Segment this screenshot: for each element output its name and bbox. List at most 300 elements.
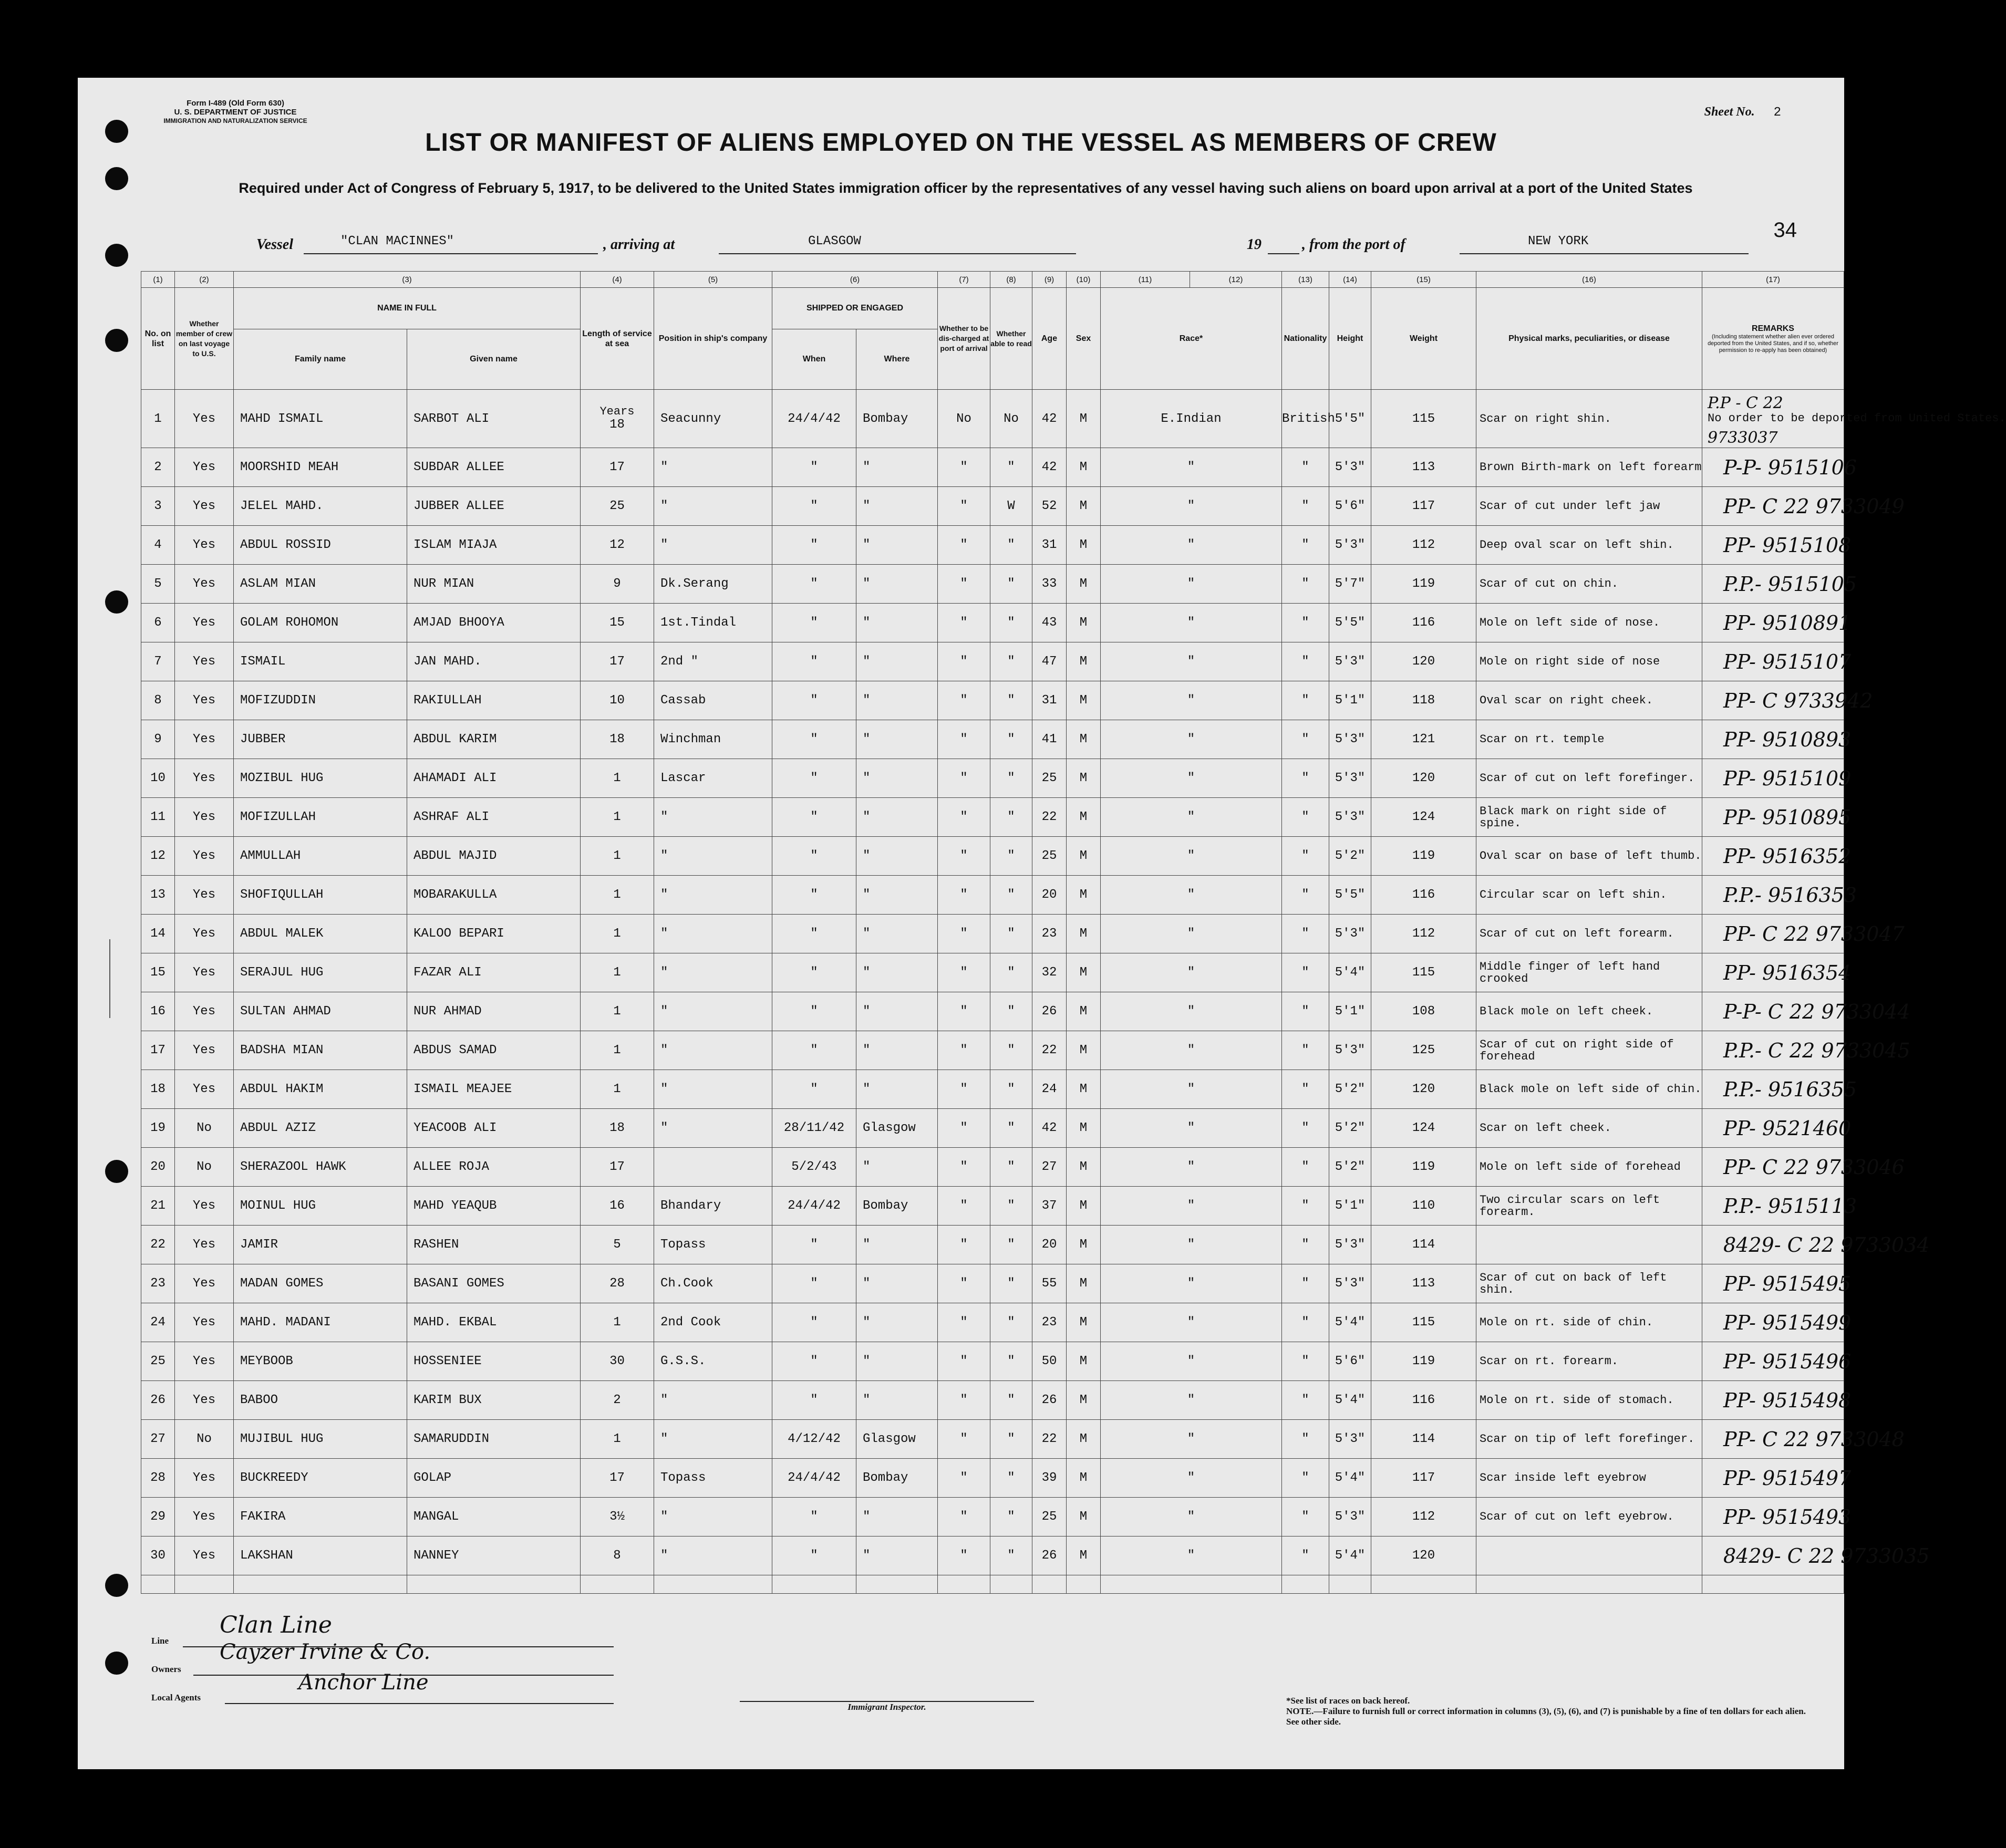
years-service-cell: 9 [581,565,654,604]
remarks-cell: PP- 9515107 [1702,642,1844,681]
position-cell: " [654,1536,772,1575]
family-name-cell: MOFIZUDDIN [234,681,407,720]
crew-rows [141,390,2006,1594]
physical-marks-cell: Scar of cut on right side of forehead [1476,1031,1702,1070]
read-cell: " [990,1536,1032,1575]
physical-marks-cell: Scar on rt. forearm. [1476,1342,1702,1381]
blank-cell [1282,1575,1329,1594]
height-cell: 5'4" [1329,1381,1371,1420]
weight-cell: 114 [1371,1226,1476,1264]
from-label: , from the port of [1302,236,1405,253]
blank-row [141,1575,1844,1594]
nationality-cell: " [1282,1264,1329,1303]
years-service-cell: 18 [581,720,654,759]
crew-row [141,915,1844,953]
sex-cell: M [1067,1303,1101,1342]
years-service-cell: 1 [581,837,654,876]
last-voyage-cell: Yes [175,448,234,487]
form-header [136,99,335,126]
physical-marks-cell: Scar on tip of left forefinger. [1476,1420,1702,1459]
remarks-cell: 8429- C 22 9733034 [1702,1226,1844,1264]
col-number: (7) [938,272,990,288]
col-where: Where [856,329,938,389]
age-cell: 20 [1032,1226,1067,1264]
remark-handwritten: P.P - C 22 [1708,394,1783,412]
discharged-cell: " [938,1303,990,1342]
family-name-cell: ASLAM MIAN [234,565,407,604]
remarks-cell: P.P.- 9516355 [1702,1070,1844,1109]
age-cell: 20 [1032,876,1067,915]
remarks-cell: PP- C 22 9733047 [1702,915,1844,953]
weight-cell: 117 [1371,1459,1476,1498]
when-cell: 24/4/42 [772,1459,856,1498]
punch-hole [105,1652,128,1675]
read-cell: " [990,759,1032,798]
nationality-cell: " [1282,642,1329,681]
remarks-cell: PP- 9515108 [1702,526,1844,565]
col-length-service: Length of service at sea [581,288,654,390]
read-cell: " [990,448,1032,487]
family-name-cell: BADSHA MIAN [234,1031,407,1070]
position-cell: " [654,876,772,915]
weight-cell: 121 [1371,720,1476,759]
physical-marks-cell: Mole on rt. side of chin. [1476,1303,1702,1342]
weight-cell: 115 [1371,1303,1476,1342]
crew-row [141,798,1844,837]
race-cell: " [1101,992,1282,1031]
nationality-cell: " [1282,1226,1329,1264]
row-number: 22 [141,1226,175,1264]
given-name-cell: KALOO BEPARI [407,915,581,953]
age-cell: 47 [1032,642,1067,681]
remarks-cell: PP- 9510891 [1702,604,1844,642]
weight-cell: 119 [1371,837,1476,876]
sex-cell: M [1067,876,1101,915]
read-cell: " [990,1264,1032,1303]
given-name-cell: BASANI GOMES [407,1264,581,1303]
given-name-cell: NUR MIAN [407,565,581,604]
remarks-cell: PP- 9516354 [1702,953,1844,992]
col-number: (15) [1371,272,1476,288]
nationality-cell: " [1282,1459,1329,1498]
last-voyage-cell: Yes [175,604,234,642]
last-voyage-cell: Yes [175,526,234,565]
race-cell: " [1101,720,1282,759]
remarks-cell [1702,390,2006,448]
height-cell: 5'1" [1329,1187,1371,1226]
years-service-cell: 17 [581,448,654,487]
sex-cell: M [1067,1536,1101,1575]
blank-cell [1476,1575,1702,1594]
line-label: Line [151,1636,169,1646]
discharged-cell: " [938,1420,990,1459]
crew-row [141,1459,1844,1498]
row-number: 15 [141,953,175,992]
where-cell: " [856,1498,938,1536]
where-cell: " [856,1148,938,1187]
family-name-cell: JAMIR [234,1226,407,1264]
remark-typed-note: No order to be deported from United States. [1708,412,2006,425]
years-service-cell: 2 [581,1381,654,1420]
position-cell: Bhandary [654,1187,772,1226]
sex-cell: M [1067,915,1101,953]
crew-row [141,487,1844,526]
last-voyage-cell: Yes [175,1187,234,1226]
remarks-cell: PP- C 22 9733046 [1702,1148,1844,1187]
read-cell: No [990,390,1032,448]
when-cell: " [772,1536,856,1575]
age-cell: 22 [1032,798,1067,837]
when-cell: " [772,1070,856,1109]
discharged-cell: " [938,1070,990,1109]
where-cell: " [856,759,938,798]
remarks-cell: P-P- 9515106 [1702,448,1844,487]
where-cell: Bombay [856,1187,938,1226]
height-cell: 5'3" [1329,526,1371,565]
physical-marks-cell: Scar on right shin. [1476,390,1702,448]
crew-row [141,1303,1844,1342]
where-cell: " [856,915,938,953]
page-subtitle: Required under Act of Congress of February 5, 1917, to be delivered to the United States immigration officer by the representatives of any vessel having such aliens on board upon arrival at a port of the United States [239,180,1693,196]
nationality-cell: " [1282,604,1329,642]
race-cell: " [1101,759,1282,798]
read-cell: " [990,681,1032,720]
nationality-cell: " [1282,953,1329,992]
when-cell: " [772,953,856,992]
position-cell: " [654,798,772,837]
last-voyage-cell: Yes [175,1536,234,1575]
age-cell: 23 [1032,915,1067,953]
col-last-voyage: Whether member of crew on last voyage to U.S. [175,288,234,390]
last-voyage-cell: Yes [175,1070,234,1109]
col-sex: Sex [1067,288,1101,390]
form-number: Form I-489 (Old Form 630) [187,99,284,108]
nationality-cell: " [1282,487,1329,526]
years-service-cell: 1 [581,915,654,953]
footnotes [1286,1696,1812,1727]
sheet-number [1704,105,1781,120]
discharged-cell: " [938,1381,990,1420]
height-cell: 5'6" [1329,487,1371,526]
row-number: 5 [141,565,175,604]
remarks-heading: REMARKS [1752,324,1794,333]
when-cell: " [772,876,856,915]
blank-cell [581,1575,654,1594]
manifest-sheet [78,78,2006,1769]
weight-cell: 119 [1371,565,1476,604]
age-cell: 25 [1032,837,1067,876]
height-cell: 5'3" [1329,720,1371,759]
given-name-cell: YEACOOB ALI [407,1109,581,1148]
blank-cell [407,1575,581,1594]
sex-cell: M [1067,1381,1101,1420]
when-cell: 28/11/42 [772,1109,856,1148]
height-cell: 5'3" [1329,1226,1371,1264]
position-cell: " [654,1498,772,1536]
department: U. S. DEPARTMENT OF JUSTICE [174,108,297,117]
row-number: 17 [141,1031,175,1070]
where-cell: " [856,1536,938,1575]
last-voyage-cell: Yes [175,798,234,837]
height-cell: 5'4" [1329,953,1371,992]
weight-cell: 119 [1371,1148,1476,1187]
given-name-cell: KARIM BUX [407,1381,581,1420]
last-voyage-cell: Yes [175,487,234,526]
col-given-name: Given name [407,329,581,389]
when-cell: " [772,759,856,798]
when-cell: " [772,915,856,953]
sheet-value: 2 [1773,106,1781,120]
position-cell: " [654,1381,772,1420]
sex-cell: M [1067,448,1101,487]
given-name-cell: MANGAL [407,1498,581,1536]
position-cell: Topass [654,1226,772,1264]
sex-cell: M [1067,837,1101,876]
col-number: (16) [1476,272,1702,288]
page-title: LIST OR MANIFEST OF ALIENS EMPLOYED ON THE VESSEL AS MEMBERS OF CREW [425,129,1497,157]
col-number: (6) [772,272,938,288]
height-cell: 5'3" [1329,1498,1371,1536]
given-name-cell: MOBARAKULLA [407,876,581,915]
given-name-cell: NANNEY [407,1536,581,1575]
crew-row [141,1342,1844,1381]
position-cell: Lascar [654,759,772,798]
family-name-cell: BABOO [234,1381,407,1420]
sex-cell: M [1067,1498,1101,1536]
sex-cell: M [1067,642,1101,681]
sex-cell: M [1067,1109,1101,1148]
nationality-cell: " [1282,1342,1329,1381]
age-cell: 39 [1032,1459,1067,1498]
height-cell: 5'4" [1329,1459,1371,1498]
crew-row [141,759,1844,798]
crew-row [141,642,1844,681]
last-voyage-cell: Yes [175,681,234,720]
last-voyage-cell: Yes [175,1498,234,1536]
col-number: (13) [1282,272,1329,288]
nationality-cell: " [1282,992,1329,1031]
remarks-cell: PP- 9515497 [1702,1459,1844,1498]
discharged-cell: " [938,1031,990,1070]
crew-row [141,1187,1844,1226]
age-cell: 26 [1032,1381,1067,1420]
crew-row [141,604,1844,642]
height-cell: 5'5" [1329,390,1371,448]
last-voyage-cell: Yes [175,1226,234,1264]
physical-marks-cell: Scar of cut under left jaw [1476,487,1702,526]
years-service-cell: 1 [581,1303,654,1342]
weight-cell: 117 [1371,487,1476,526]
nationality-cell: " [1282,876,1329,915]
nationality-cell: " [1282,1536,1329,1575]
nationality-cell: " [1282,1109,1329,1148]
col-number: (4) [581,272,654,288]
owners-signature: Cayzer Irvine & Co. [220,1640,431,1664]
remarks-cell: PP- 9510893 [1702,720,1844,759]
col-shipped-engaged: SHIPPED OR ENGAGED [772,288,938,329]
where-cell: " [856,448,938,487]
read-cell: " [990,953,1032,992]
weight-cell: 115 [1371,953,1476,992]
height-cell: 5'3" [1329,798,1371,837]
weight-cell: 118 [1371,681,1476,720]
blank-cell [1371,1575,1476,1594]
sex-cell: M [1067,1226,1101,1264]
sex-cell: M [1067,1070,1101,1109]
weight-cell: 112 [1371,915,1476,953]
crew-row [141,1264,1844,1303]
where-cell: Glasgow [856,1420,938,1459]
race-cell: " [1101,604,1282,642]
last-voyage-cell: Yes [175,1264,234,1303]
height-cell: 5'7" [1329,565,1371,604]
weight-cell: 120 [1371,1536,1476,1575]
remarks-note: (Including statement whether alien ever ordered deported from the United States, and if so, whether permission to re-apply has been obtained) [1708,333,1838,354]
where-cell: " [856,1381,938,1420]
race-cell: " [1101,1264,1282,1303]
discharged-cell: " [938,565,990,604]
height-cell: 5'5" [1329,876,1371,915]
remarks-cell: PP- 9515109 [1702,759,1844,798]
given-name-cell: HOSSENIEE [407,1342,581,1381]
years-service-cell: 17 [581,1148,654,1187]
years-service-cell: 5 [581,1226,654,1264]
crew-row [141,876,1844,915]
when-cell: " [772,1303,856,1342]
position-cell: Dk.Serang [654,565,772,604]
sex-cell: M [1067,1031,1101,1070]
row-number: 21 [141,1187,175,1226]
blank-cell [1032,1575,1067,1594]
sex-cell: M [1067,1342,1101,1381]
race-cell: " [1101,1420,1282,1459]
discharged-cell: " [938,1226,990,1264]
years-service-cell: 1 [581,759,654,798]
where-cell: " [856,604,938,642]
nationality-cell: " [1282,837,1329,876]
race-cell: " [1101,1109,1282,1148]
weight-cell: 112 [1371,1498,1476,1536]
read-cell: " [990,1226,1032,1264]
read-cell: " [990,837,1032,876]
crew-row [141,681,1844,720]
position-cell: 2nd Cook [654,1303,772,1342]
race-cell: " [1101,953,1282,992]
where-cell: " [856,1070,938,1109]
when-cell: " [772,1264,856,1303]
sex-cell: M [1067,992,1101,1031]
last-voyage-cell: Yes [175,1031,234,1070]
physical-marks-cell: Scar of cut on left eyebrow. [1476,1498,1702,1536]
punch-hole [105,590,128,614]
blank-cell [1702,1575,1844,1594]
blank-cell [856,1575,938,1594]
year-label: 19 [1247,236,1261,253]
discharged-cell: " [938,487,990,526]
where-cell: " [856,992,938,1031]
years-service-cell: 30 [581,1342,654,1381]
discharged-cell: " [938,1498,990,1536]
crew-manifest-table [141,271,2006,1594]
discharged-cell: " [938,837,990,876]
punch-hole [105,329,128,352]
col-weight: Weight [1371,288,1476,390]
position-cell: 1st.Tindal [654,604,772,642]
position-cell: " [654,1420,772,1459]
sex-cell: M [1067,487,1101,526]
where-cell: " [856,953,938,992]
race-cell: " [1101,448,1282,487]
row-number: 14 [141,915,175,953]
when-cell: " [772,798,856,837]
remarks-cell: PP- C 22 9733049 [1702,487,1844,526]
service: IMMIGRATION AND NATURALIZATION SERVICE [163,117,307,124]
col-discharged: Whether to be dis-charged at port of arrival [938,288,990,390]
family-name-cell: MAHD ISMAIL [234,390,407,448]
weight-cell: 114 [1371,1420,1476,1459]
where-cell: " [856,1342,938,1381]
given-name-cell: AHAMADI ALI [407,759,581,798]
height-cell: 5'3" [1329,642,1371,681]
last-voyage-cell: Yes [175,565,234,604]
read-cell: " [990,1381,1032,1420]
nationality-cell: " [1282,759,1329,798]
family-name-cell: MUJIBUL HUG [234,1420,407,1459]
race-cell: " [1101,487,1282,526]
remarks-cell: PP- 9515499 [1702,1303,1844,1342]
row-number: 29 [141,1498,175,1536]
age-cell: 42 [1032,448,1067,487]
race-cell: " [1101,1031,1282,1070]
col-physical-marks: Physical marks, peculiarities, or disease [1476,288,1702,390]
discharged-cell: No [938,390,990,448]
read-cell: " [990,720,1032,759]
crew-row [141,565,1844,604]
race-cell: " [1101,1459,1282,1498]
remarks-cell: PP- 9521460 [1702,1109,1844,1148]
discharged-cell: " [938,526,990,565]
row-number: 30 [141,1536,175,1575]
crew-row [141,720,1844,759]
family-name-cell: SHOFIQULLAH [234,876,407,915]
family-name-cell: ABDUL HAKIM [234,1070,407,1109]
discharged-cell: " [938,604,990,642]
sex-cell: M [1067,604,1101,642]
col-remarks [1702,288,1844,390]
sex-cell: M [1067,1148,1101,1187]
where-cell: " [856,526,938,565]
sex-cell: M [1067,1459,1101,1498]
punch-hole [105,244,128,267]
race-cell: " [1101,526,1282,565]
when-cell: " [772,642,856,681]
row-number: 11 [141,798,175,837]
nationality-cell: " [1282,1303,1329,1342]
nationality-cell: " [1282,1381,1329,1420]
physical-marks-cell: Deep oval scar on left shin. [1476,526,1702,565]
given-name-cell: ABDUL KARIM [407,720,581,759]
sex-cell: M [1067,526,1101,565]
crew-row [141,1536,1844,1575]
race-cell: E.Indian [1101,390,1282,448]
physical-marks-cell: Scar of cut on left forearm. [1476,915,1702,953]
given-name-cell: SARBOT ALI [407,390,581,448]
discharged-cell: " [938,953,990,992]
sex-cell: M [1067,759,1101,798]
height-cell: 5'2" [1329,1070,1371,1109]
col-number: (2) [175,272,234,288]
where-cell: Bombay [856,1459,938,1498]
